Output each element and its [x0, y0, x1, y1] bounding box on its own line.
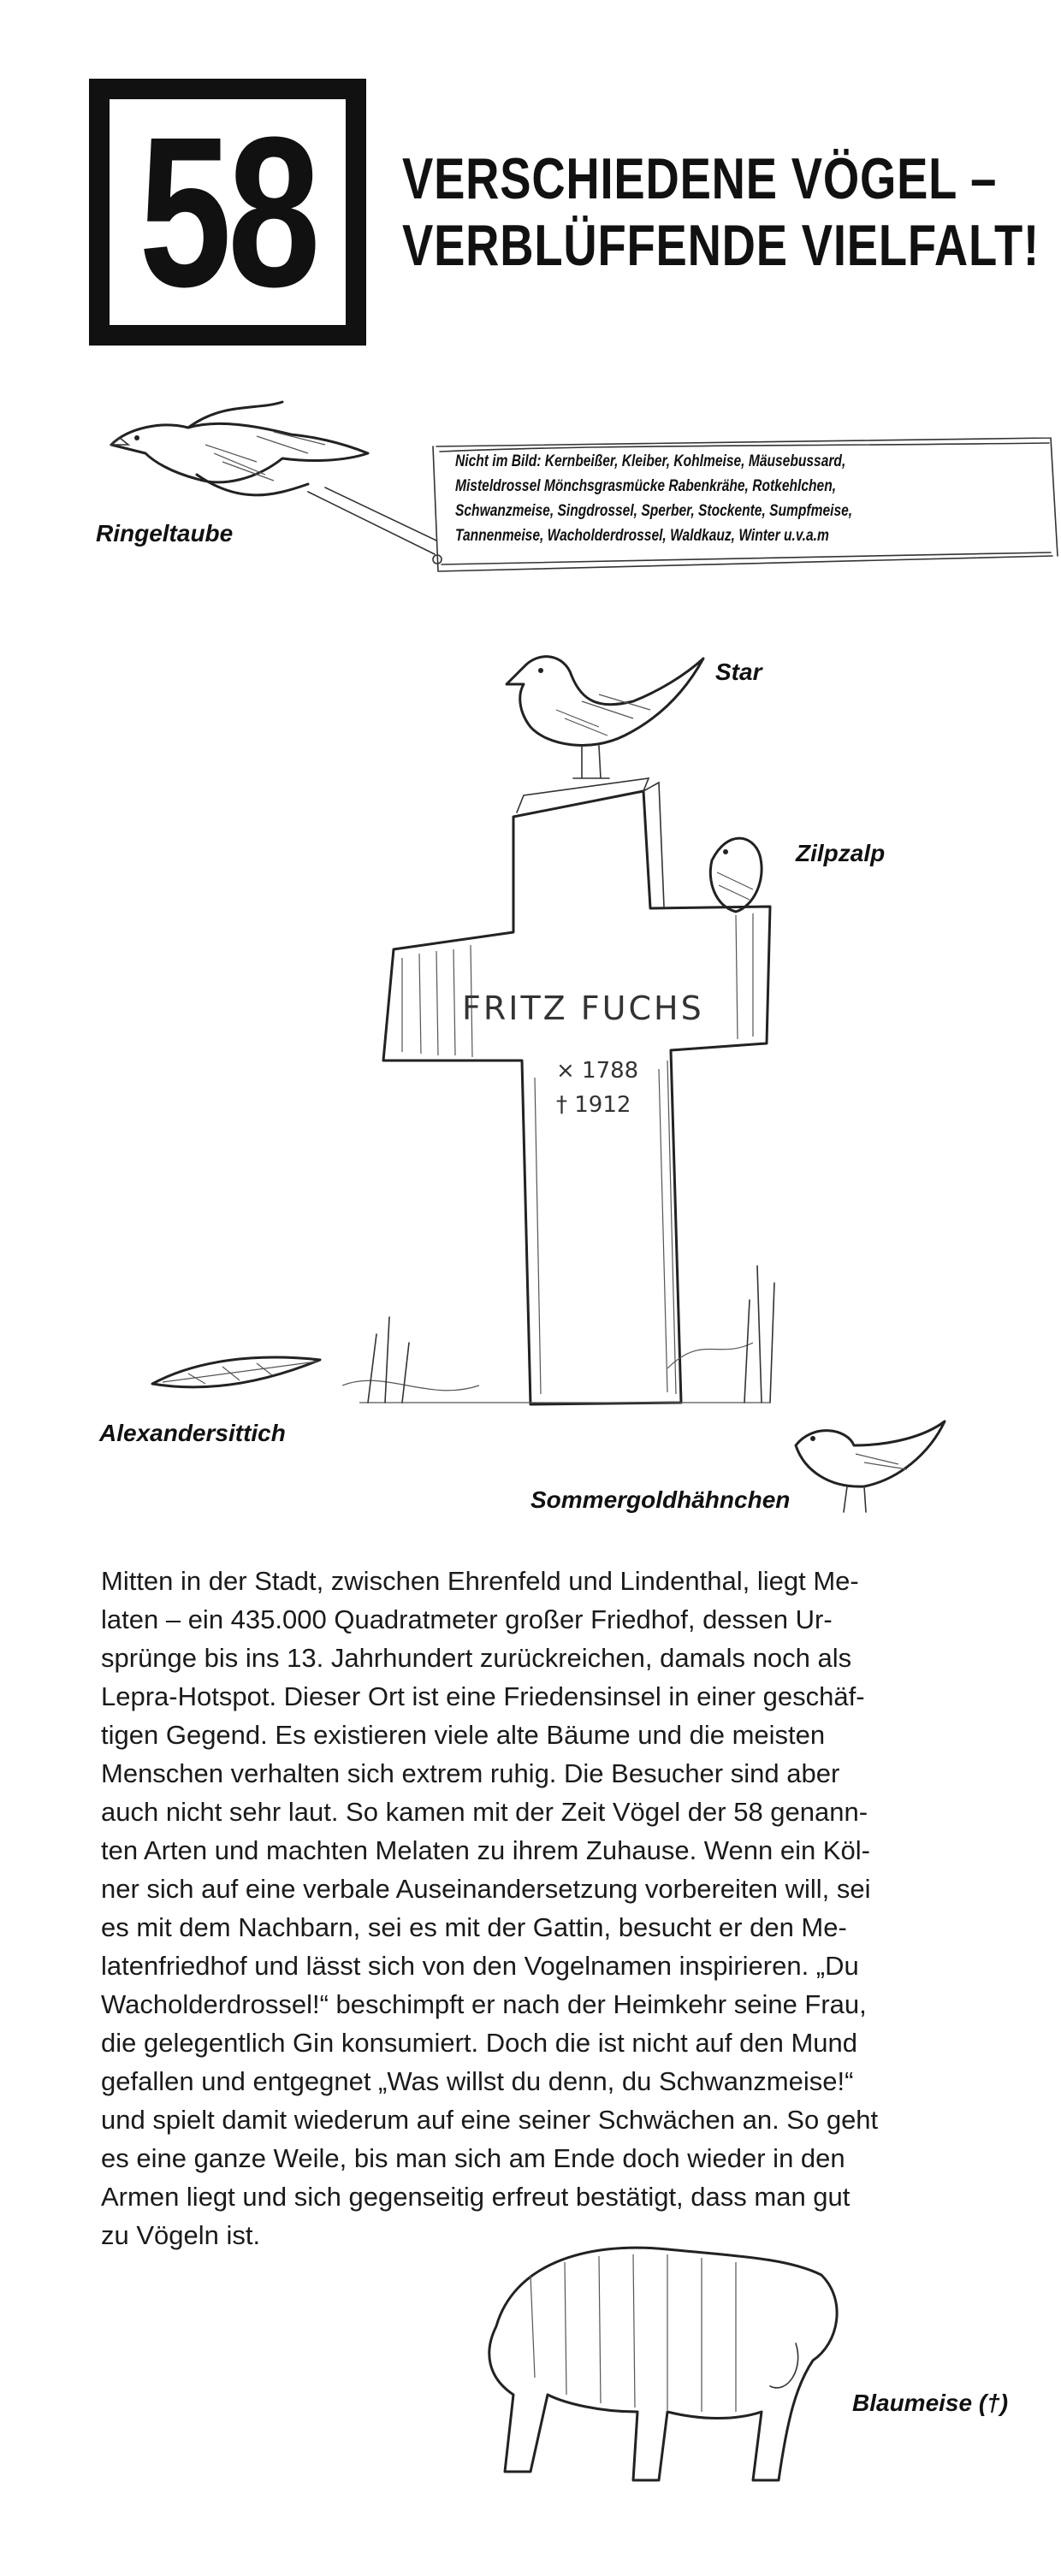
caption-zilpzalp: Zilpzalp: [796, 840, 886, 866]
body-line: ner sich auf eine verbale Auseinandersetzung vorbereiten will, sei: [101, 1874, 871, 1904]
caption-ringeltaube: Ringeltaube: [96, 520, 234, 547]
caption-alexandersittich: Alexandersittich: [99, 1420, 286, 1446]
body-line: Lepra-Hotspot. Dieser Ort ist eine Friedensinsel in einer geschäf-: [101, 1681, 865, 1711]
banner-line: Schwanzmeise, Singdrossel, Sperber, Stockente, Sumpfmeise,: [455, 502, 853, 520]
body-line: Menschen verhalten sich extrem ruhig. Die Besucher sind aber: [101, 1758, 840, 1788]
cross-died: † 1912: [556, 1092, 631, 1118]
blaumeise-sketch: [489, 2248, 837, 2480]
body-paragraph: [101, 1562, 922, 2254]
banner-line: Nicht im Bild: Kernbeißer, Kleiber, Kohlmeise, Mäusebussard,: [455, 452, 846, 470]
cross-name: FRITZ FUCHS: [462, 990, 704, 1027]
body-line: latenfriedhof und lässt sich von den Vogelnamen inspirieren. „Du: [101, 1951, 859, 1981]
body-line: ten Arten und machten Melaten zu ihrem Zuhause. Wenn ein Köl-: [101, 1835, 870, 1865]
body-line: Wacholderdrossel!“ beschimpft er nach der Heimkehr seine Frau,: [101, 1989, 867, 2019]
ringeltaube-sketch: [111, 402, 368, 495]
body-line: und spielt damit wiederum auf eine seiner Schwächen an. So geht: [101, 2105, 879, 2135]
caption-star: Star: [715, 659, 762, 685]
chapter-number: 58: [139, 92, 317, 331]
body-line: tigen Gegend. Es existieren viele alte Bäume und die meisten: [101, 1720, 826, 1750]
star-sketch: [507, 657, 703, 778]
body-line: sprünge bis ins 13. Jahrhundert zurückreichen, damals noch als: [101, 1643, 852, 1673]
banner-line: Tannenmeise, Wacholderdrossel, Waldkauz, Winter u.v.a.m: [455, 527, 829, 545]
caption-blaumeise: Blaumeise (†): [852, 2390, 1009, 2416]
body-line: auch nicht sehr laut. So kamen mit der Zeit Vögel der 58 genann-: [101, 1797, 868, 1827]
page-title-line-1: VERSCHIEDENE VÖGEL –: [402, 146, 998, 211]
body-line: Armen liegt und sich gegenseitig erfreut bestätigt, dass man gut: [101, 2182, 851, 2212]
body-line: es mit dem Nachbarn, sei es mit der Gattin, besucht er den Me-: [101, 1912, 847, 1942]
zilpzalp-sketch: [710, 838, 762, 912]
body-line: laten – ein 435.000 Quadratmeter großer Friedhof, dessen Ur-: [101, 1604, 833, 1634]
body-line: gefallen und entgegnet „Was willst du denn, du Schwanzmeise!“: [101, 2066, 854, 2096]
banner-note: [455, 449, 960, 548]
body-line: die gelegentlich Gin konsumiert. Doch die ist nicht auf den Mund: [101, 2028, 857, 2058]
sommergoldhaehnchen-sketch: [796, 1421, 945, 1512]
page-title-line-2: VERBLÜFFENDE VIELFALT!: [402, 213, 1040, 278]
body-line: es eine ganze Weile, bis man sich am Ende doch wieder in den: [101, 2143, 845, 2173]
body-line: zu Vögeln ist.: [101, 2220, 261, 2250]
alexandersittich-sketch: [152, 1357, 320, 1387]
body-line: Mitten in der Stadt, zwischen Ehrenfeld und Lindenthal, liegt Me-: [101, 1566, 859, 1596]
caption-sommergoldhaehnchen: Sommergoldhähnchen: [530, 1486, 791, 1513]
banner-line: Misteldrossel Mönchsgrasmücke Rabenkrähe, Rotkehlchen,: [455, 477, 837, 495]
cross-born: × 1788: [556, 1058, 639, 1084]
